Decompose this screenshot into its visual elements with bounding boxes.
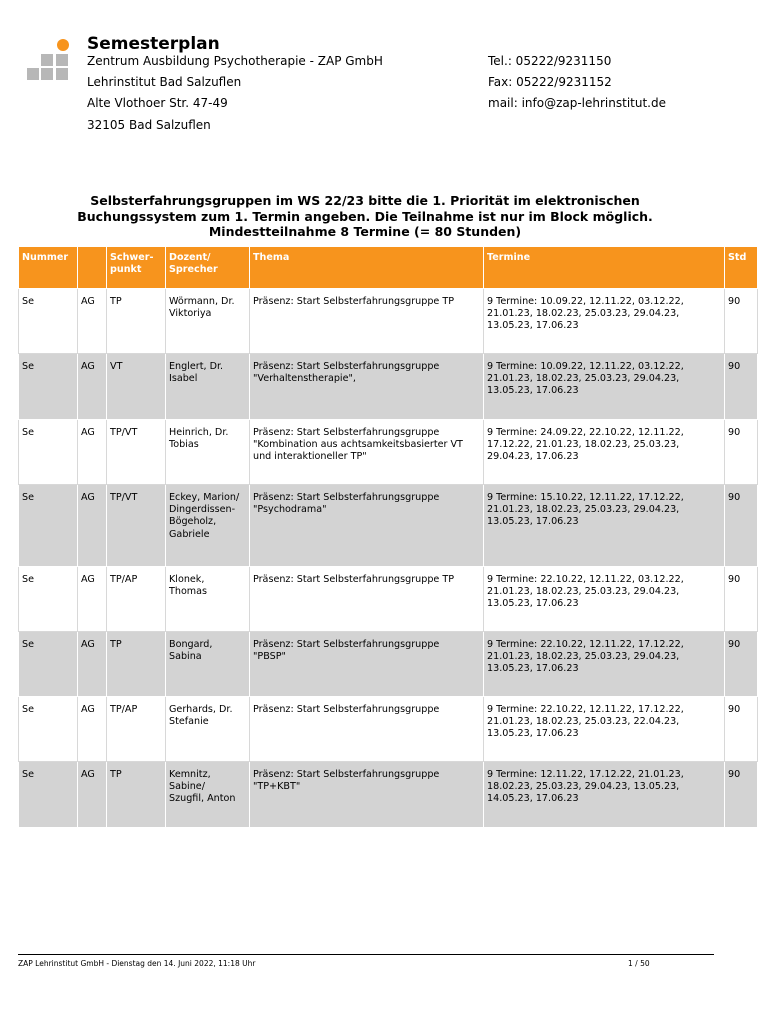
cell-schwerpunkt: TP <box>107 762 166 828</box>
footer-text: ZAP Lehrinstitut GmbH - Dienstag den 14. Juni 2022, 11:18 Uhr <box>18 959 256 968</box>
schedule-table <box>18 246 758 828</box>
cell-thema: Präsenz: Start Selbsterfahrungsgruppe TP <box>250 289 484 354</box>
intro-line: Mindestteilnahme 8 Termine (= 80 Stunden) <box>208 224 522 239</box>
cell-thema: Präsenz: Start Selbsterfahrungsgruppe TP <box>250 567 484 632</box>
cell-std: 90 <box>725 762 758 828</box>
address-line-institute: Lehrinstitut Bad Salzuflen <box>87 75 242 89</box>
table-row <box>19 289 758 354</box>
cell-typ: AG <box>78 567 107 632</box>
cell-schwerpunkt: TP/VT <box>107 420 166 485</box>
table-row <box>19 420 758 485</box>
cell-nummer: Se <box>19 697 78 762</box>
cell-std: 90 <box>725 289 758 354</box>
cell-termine: 9 Termine: 22.10.22, 12.11.22, 03.12.22, 21.01.23, 18.02.23, 25.03.23, 29.04.23, 13.05.23, 17.06.23 <box>484 567 725 632</box>
cell-nummer: Se <box>19 420 78 485</box>
cell-schwerpunkt: VT <box>107 354 166 420</box>
contact-email: mail: info@zap-lehrinstitut.de <box>488 96 666 110</box>
cell-thema: Präsenz: Start Selbsterfahrungsgruppe "Psychodrama" <box>250 485 484 567</box>
cell-thema: Präsenz: Start Selbsterfahrungsgruppe "Verhaltenstherapie", <box>250 354 484 420</box>
address-line-street: Alte Vlothoer Str. 47-49 <box>87 96 228 110</box>
cell-std: 90 <box>725 420 758 485</box>
footer-divider <box>18 954 714 955</box>
cell-termine: 9 Termine: 22.10.22, 12.11.22, 17.12.22, 21.01.23, 18.02.23, 25.03.23, 22.04.23, 13.05.23, 17.06.23 <box>484 697 725 762</box>
cell-dozent: Gerhards, Dr. Stefanie <box>166 697 250 762</box>
page-number: 1 / 50 <box>628 959 650 968</box>
table-row <box>19 632 758 697</box>
cell-termine: 9 Termine: 15.10.22, 12.11.22, 17.12.22, 21.01.23, 18.02.23, 25.03.23, 29.04.23, 13.05.23, 17.06.23 <box>484 485 725 567</box>
cell-schwerpunkt: TP/AP <box>107 567 166 632</box>
cell-nummer: Se <box>19 354 78 420</box>
cell-std: 90 <box>725 567 758 632</box>
intro-line: Selbsterfahrungsgruppen im WS 22/23 bitte die 1. Priorität im elektronischen <box>90 193 640 208</box>
intro-text <box>20 193 710 240</box>
page-title: Semesterplan <box>87 34 220 54</box>
cell-typ: AG <box>78 632 107 697</box>
cell-dozent: Wörmann, Dr. Viktoriya <box>166 289 250 354</box>
cell-dozent: Englert, Dr. Isabel <box>166 354 250 420</box>
cell-schwerpunkt: TP <box>107 632 166 697</box>
header-thema: Thema <box>250 247 484 289</box>
cell-termine: 9 Termine: 22.10.22, 12.11.22, 17.12.22, 21.01.23, 18.02.23, 25.03.23, 29.04.23, 13.05.23, 17.06.23 <box>484 632 725 697</box>
zap-logo <box>26 38 72 82</box>
cell-dozent: Kemnitz, Sabine/ Szugfil, Anton <box>166 762 250 828</box>
cell-dozent: Klonek, Thomas <box>166 567 250 632</box>
cell-typ: AG <box>78 697 107 762</box>
contact-fax: Fax: 05222/9231152 <box>488 75 612 89</box>
table-row <box>19 567 758 632</box>
cell-schwerpunkt: TP/VT <box>107 485 166 567</box>
cell-nummer: Se <box>19 762 78 828</box>
cell-typ: AG <box>78 485 107 567</box>
cell-std: 90 <box>725 354 758 420</box>
cell-thema: Präsenz: Start Selbsterfahrungsgruppe "Kombination aus achtsamkeitsbasierter VT und interaktioneller TP" <box>250 420 484 485</box>
cell-std: 90 <box>725 485 758 567</box>
cell-thema: Präsenz: Start Selbsterfahrungsgruppe "PBSP" <box>250 632 484 697</box>
cell-termine: 9 Termine: 12.11.22, 17.12.22, 21.01.23, 18.02.23, 25.03.23, 29.04.23, 13.05.23, 14.05.23, 17.06.23 <box>484 762 725 828</box>
cell-dozent: Bongard, Sabina <box>166 632 250 697</box>
address-line-company: Zentrum Ausbildung Psychotherapie - ZAP GmbH <box>87 54 383 68</box>
contact-phone: Tel.: 05222/9231150 <box>488 54 612 68</box>
cell-typ: AG <box>78 354 107 420</box>
header-nummer: Nummer <box>19 247 78 289</box>
cell-std: 90 <box>725 697 758 762</box>
table-header-row <box>19 247 758 289</box>
header-typ <box>78 247 107 289</box>
address-line-city: 32105 Bad Salzuflen <box>87 118 211 132</box>
cell-termine: 9 Termine: 10.09.22, 12.11.22, 03.12.22, 21.01.23, 18.02.23, 25.03.23, 29.04.23, 13.05.23, 17.06.23 <box>484 289 725 354</box>
cell-nummer: Se <box>19 485 78 567</box>
cell-typ: AG <box>78 762 107 828</box>
table-row <box>19 697 758 762</box>
cell-nummer: Se <box>19 289 78 354</box>
cell-typ: AG <box>78 420 107 485</box>
table-body <box>19 289 758 828</box>
header-schwerpunkt: Schwer- punkt <box>107 247 166 289</box>
cell-std: 90 <box>725 632 758 697</box>
intro-line: Buchungssystem zum 1. Termin angeben. Die Teilnahme ist nur im Block möglich. <box>77 208 653 224</box>
cell-dozent: Heinrich, Dr. Tobias <box>166 420 250 485</box>
header-std: Std <box>725 247 758 289</box>
header-dozent: Dozent/ Sprecher <box>166 247 250 289</box>
cell-typ: AG <box>78 289 107 354</box>
cell-nummer: Se <box>19 567 78 632</box>
table-row <box>19 354 758 420</box>
cell-thema: Präsenz: Start Selbsterfahrungsgruppe "TP+KBT" <box>250 762 484 828</box>
cell-termine: 9 Termine: 10.09.22, 12.11.22, 03.12.22, 21.01.23, 18.02.23, 25.03.23, 29.04.23, 13.05.23, 17.06.23 <box>484 354 725 420</box>
table-row <box>19 762 758 828</box>
cell-dozent: Eckey, Marion/ Dingerdissen- Bögeholz, Gabriele <box>166 485 250 567</box>
cell-thema: Präsenz: Start Selbsterfahrungsgruppe <box>250 697 484 762</box>
header-termine: Termine <box>484 247 725 289</box>
cell-schwerpunkt: TP/AP <box>107 697 166 762</box>
cell-nummer: Se <box>19 632 78 697</box>
cell-schwerpunkt: TP <box>107 289 166 354</box>
cell-termine: 9 Termine: 24.09.22, 22.10.22, 12.11.22, 17.12.22, 21.01.23, 18.02.23, 25.03.23, 29.04.23, 17.06.23 <box>484 420 725 485</box>
table-row <box>19 485 758 567</box>
